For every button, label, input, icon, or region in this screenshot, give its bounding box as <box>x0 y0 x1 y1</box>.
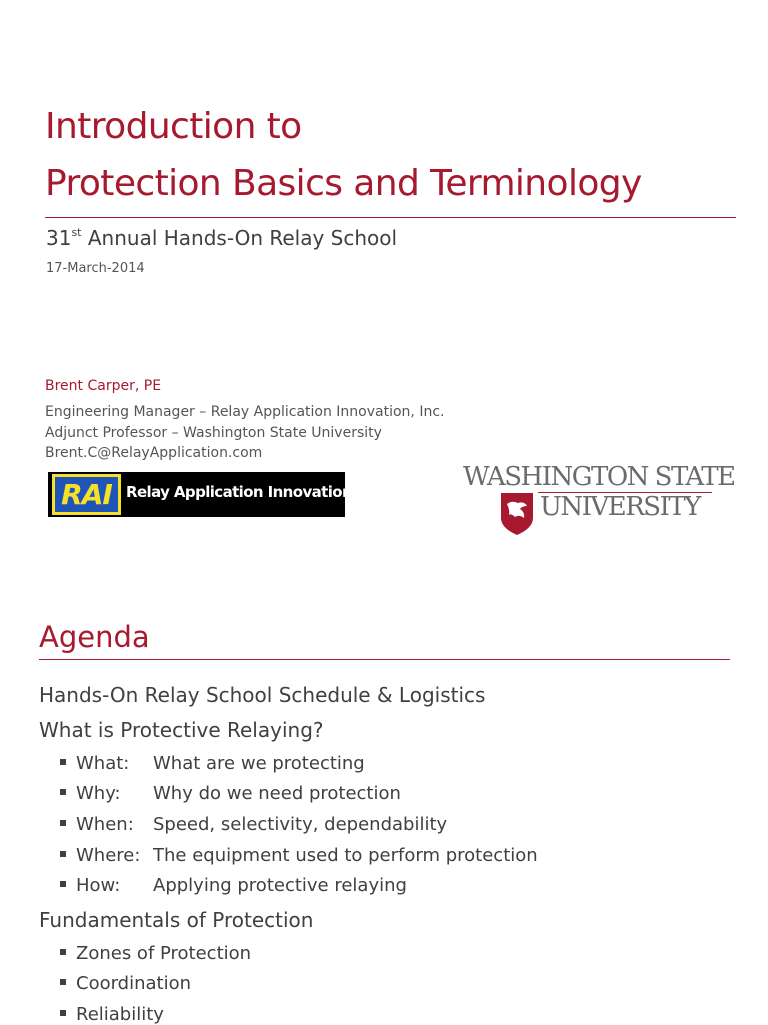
agenda-subitem <box>60 814 447 835</box>
subitem-term: When: <box>76 814 134 835</box>
agenda-subitem <box>60 973 191 994</box>
rai-logo-letters: RAI <box>55 477 118 512</box>
bullet-icon <box>60 759 66 765</box>
agenda-subitem <box>60 875 407 896</box>
wsu-shield-icon <box>500 492 534 536</box>
bullet-icon <box>60 820 66 826</box>
subitem-term: Where: <box>76 845 141 866</box>
wsu-wordmark-line2: UNIVERSITY <box>540 492 700 522</box>
agenda-title: Agenda <box>39 620 150 654</box>
subtitle-number: 31 <box>46 226 72 250</box>
subtitle-ordinal: st <box>71 226 82 239</box>
title-divider <box>45 217 736 218</box>
agenda-subitem <box>60 1004 164 1025</box>
subitem-label: Coordination <box>76 973 192 994</box>
subitem-desc: Speed, selectivity, dependability <box>153 814 448 835</box>
agenda-item: Fundamentals of Protection <box>39 908 314 932</box>
subitem-label: Reliability <box>76 1004 164 1025</box>
bullet-icon <box>60 1010 66 1016</box>
author-title-2: Adjunct Professor – Washington State University <box>45 425 382 441</box>
agenda-divider <box>39 659 730 660</box>
rai-logo <box>48 472 391 517</box>
wsu-wordmark-line1: WASHINGTON STATE <box>463 462 735 492</box>
bullet-icon <box>60 949 66 955</box>
slide-title-line1: Introduction to <box>45 106 302 147</box>
subitem-term: Why: <box>76 783 121 804</box>
subitem-desc: Applying protective relaying <box>153 875 407 896</box>
subtitle <box>46 226 397 250</box>
bullet-icon <box>60 851 66 857</box>
agenda-subitem <box>60 753 365 774</box>
subitem-term: How: <box>76 875 121 896</box>
author-title-1: Engineering Manager – Relay Application Innovation, Inc. <box>45 404 445 420</box>
rai-company-name: Relay Application Innovation, Inc. <box>126 483 391 501</box>
author-name: Brent Carper, PE <box>45 378 162 394</box>
subitem-label: Zones of Protection <box>76 943 252 964</box>
subitem-desc: The equipment used to perform protection <box>153 845 538 866</box>
agenda-subitem <box>60 845 538 866</box>
author-email: Brent.C@RelayApplication.com <box>45 445 263 461</box>
agenda-subitem <box>60 783 401 804</box>
slide-title-line2: Protection Basics and Terminology <box>45 163 642 204</box>
agenda-item: What is Protective Relaying? <box>39 718 324 742</box>
agenda-item: Hands-On Relay School Schedule & Logistics <box>39 683 486 707</box>
bullet-icon <box>60 789 66 795</box>
bullet-icon <box>60 979 66 985</box>
bullet-icon <box>60 881 66 887</box>
agenda-subitem <box>60 943 251 964</box>
presentation-date: 17-March-2014 <box>46 261 145 276</box>
subitem-desc: Why do we need protection <box>153 783 401 804</box>
rai-logo-mark <box>52 474 121 515</box>
subitem-desc: What are we protecting <box>153 753 365 774</box>
subtitle-text: Annual Hands-On Relay School <box>81 226 398 250</box>
subitem-term: What: <box>76 753 130 774</box>
